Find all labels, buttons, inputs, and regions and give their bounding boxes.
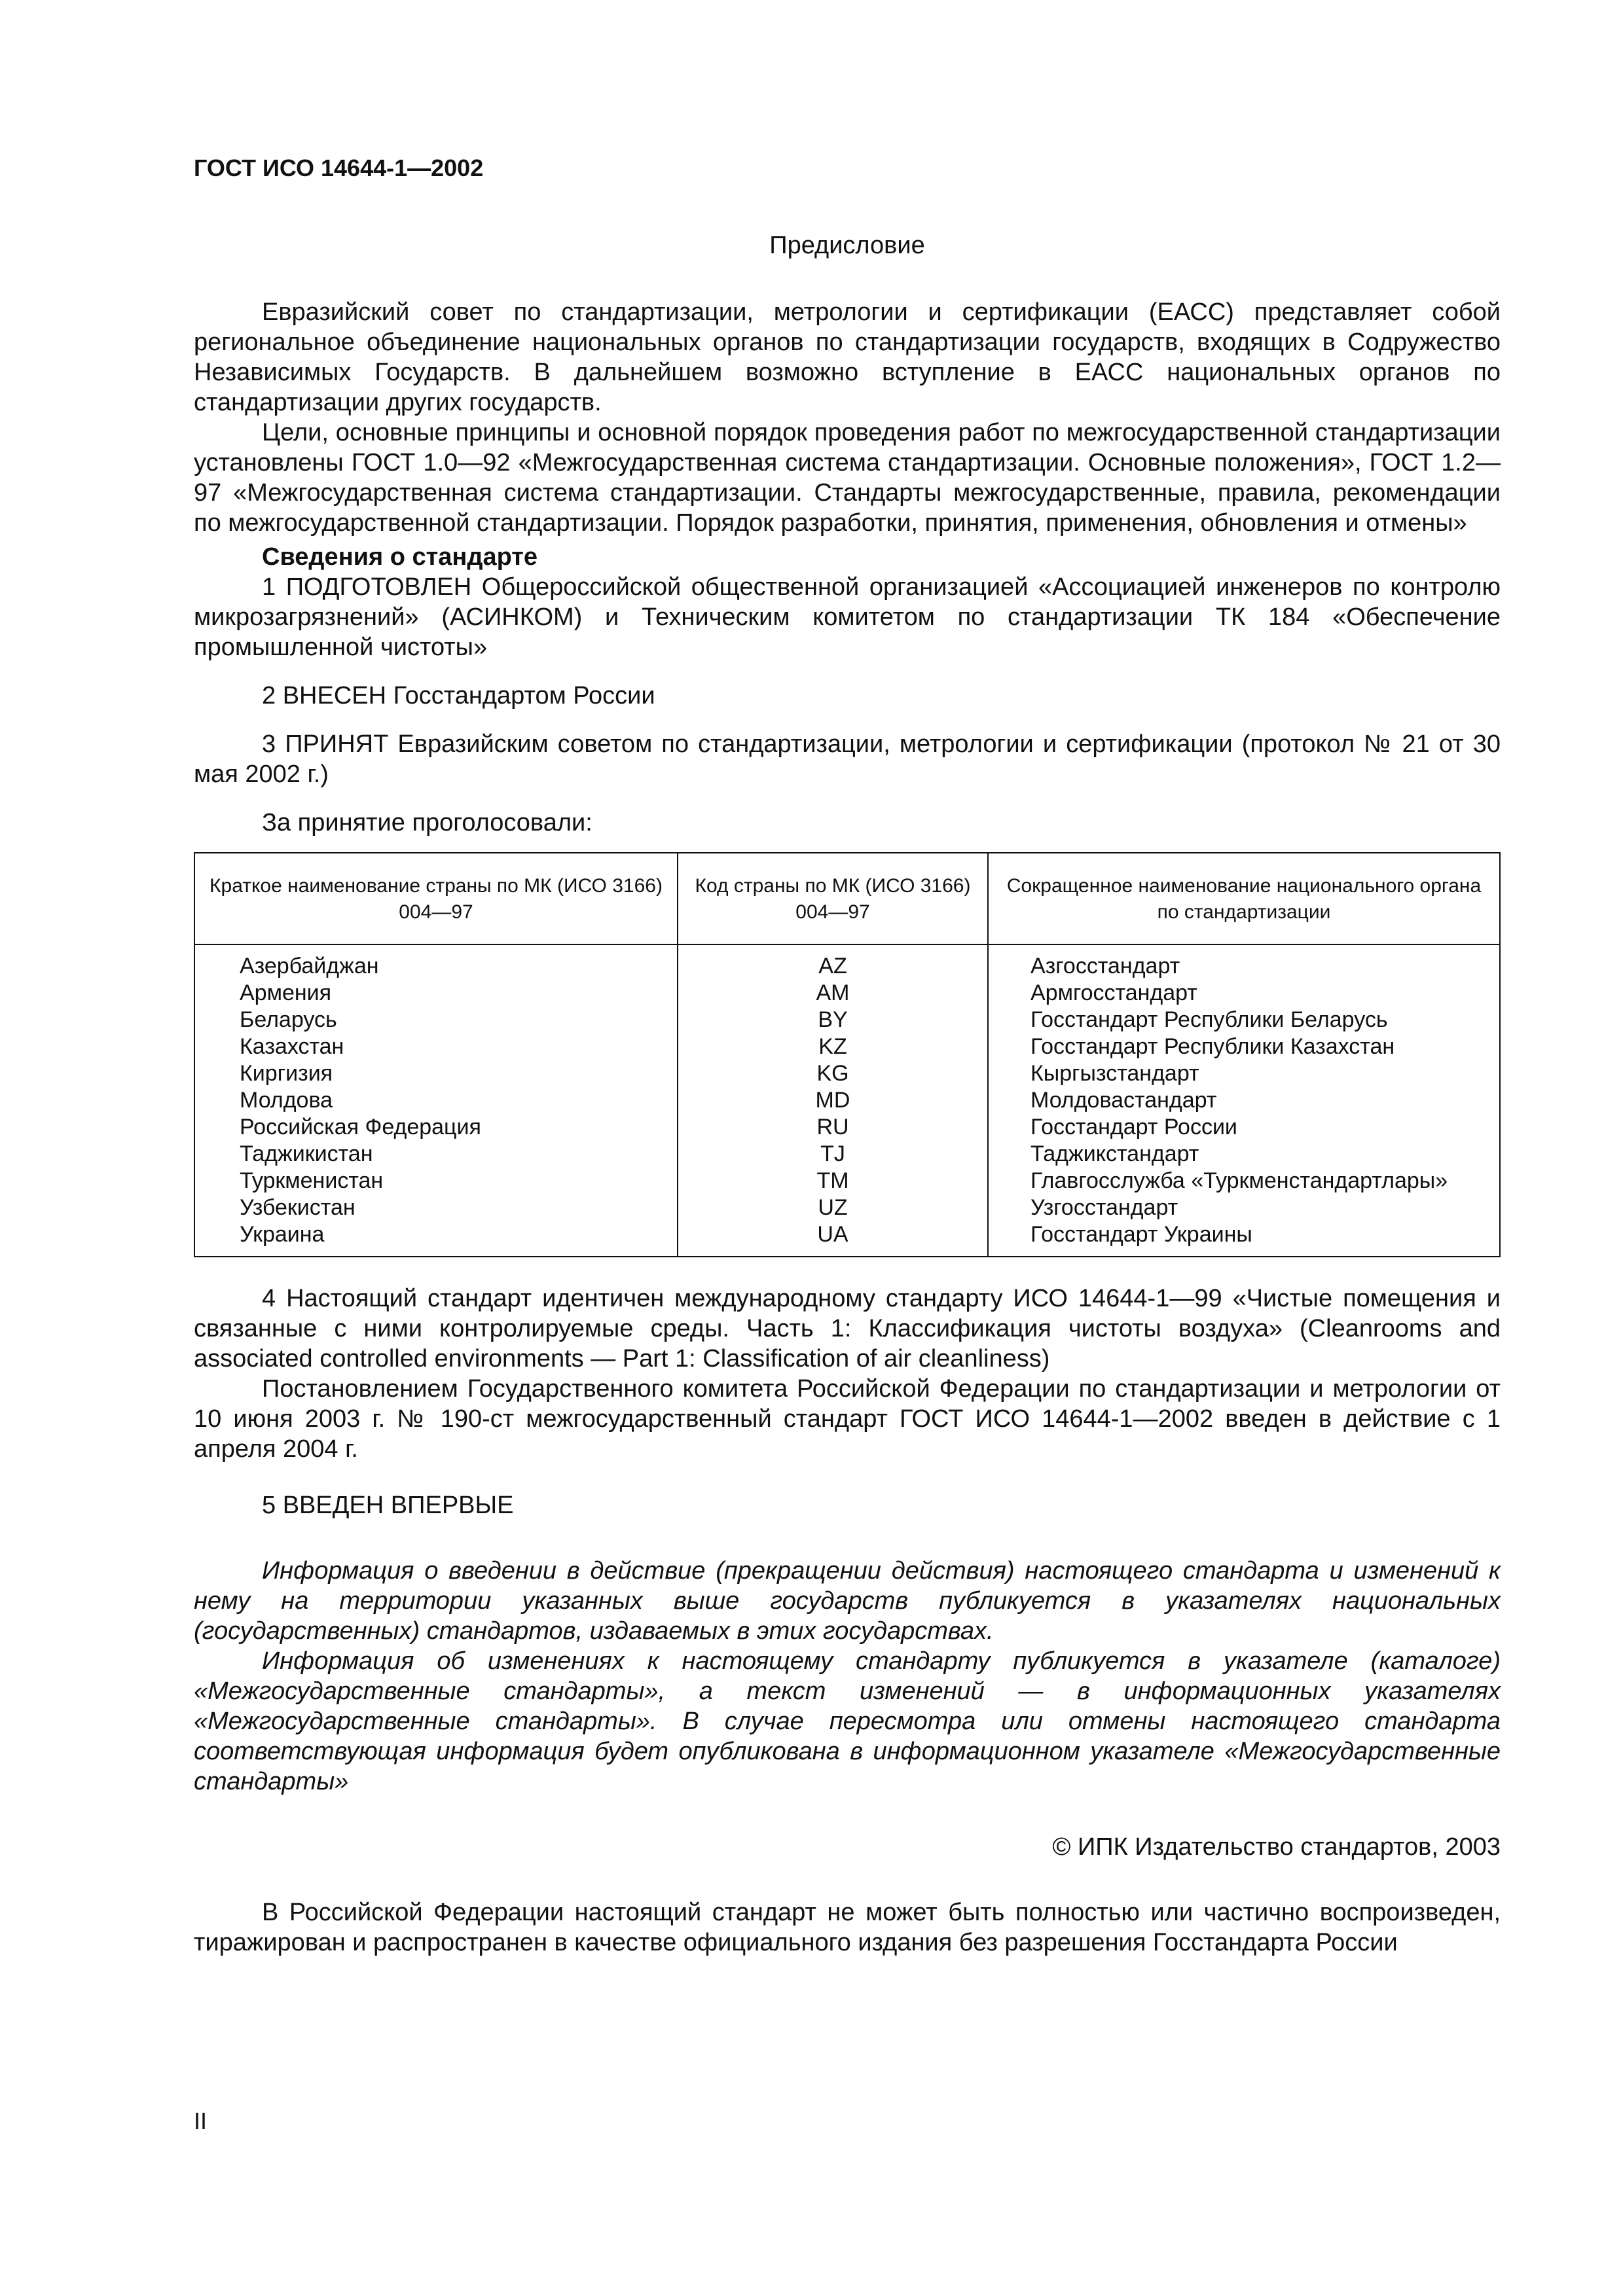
vote-intro: За принятие проголосовали: <box>262 809 593 836</box>
organization-cell: Госстандарт Республики Казахстан <box>988 1033 1500 1060</box>
item-3-adopted: 3 ПРИНЯТ Евразийским советом по стандартизации, метрологии и сертификации (протокол № 21 от 30 мая 2002 г.) <box>194 730 1501 788</box>
table-row <box>194 944 1500 980</box>
country-cell: Молдова <box>240 1088 333 1113</box>
copyright-line: © ИПК Издательство стандартов, 2003 <box>1052 1833 1501 1861</box>
table-row <box>194 1221 1500 1257</box>
item-4-decree: Постановлением Государственного комитета Российской Федерации по стандартизации и метрологии от 10 июня 2003 г. № 190-ст межгосударственный стандарт ГОСТ ИСО 14644-1—2002 введен в действие с 1 апреля 2004 г. <box>194 1375 1501 1463</box>
table-row <box>194 1033 1500 1060</box>
item-4-identity: 4 Настоящий стандарт идентичен международному стандарту ИСО 14644-1—99 «Чистые помещения и связанные с ними контролируемые среды. Часть 1: Классификация чистоты воздуха» (Cleanrooms and associated controlled environments — Part 1: Classification of air cleanliness) <box>194 1285 1501 1372</box>
table-row <box>194 1087 1500 1114</box>
info-paragraph-1: Информация о введении в действие (прекращении действия) настоящего стандарта и изменений к нему на территории указанных выше государств публикуется в указателях национальных (государственных) стандартов, издаваемых в этих государствах. <box>194 1557 1501 1645</box>
code-cell: AM <box>678 980 988 1007</box>
column-header-code: Код страны по МК (ИСО 3166) 004—97 <box>678 853 988 944</box>
country-cell: Беларусь <box>240 1007 337 1032</box>
country-cell: Украина <box>240 1222 325 1247</box>
table-row <box>194 1114 1500 1141</box>
document-page <box>194 0 1501 2296</box>
code-cell: MD <box>678 1087 988 1114</box>
country-cell: Туркменистан <box>240 1168 384 1193</box>
column-header-country: Краткое наименование страны по МК (ИСО 3166) 004—97 <box>194 853 678 944</box>
organization-cell: Кыргызстандарт <box>988 1060 1500 1087</box>
voting-table <box>194 852 1501 1257</box>
organization-cell: Госстандарт России <box>988 1114 1500 1141</box>
intro-paragraph-1: Евразийский совет по стандартизации, метрологии и сертификации (ЕАСС) представляет собой региональное объединение национальных органов по стандартизации государств, входящих в Содружество Независимых Государств. В дальнейшем возможно вступление в ЕАСС национальных органов по стандартизации других государств. <box>194 298 1501 416</box>
country-cell: Армения <box>240 980 332 1005</box>
code-cell: AZ <box>678 944 988 980</box>
intro-paragraph-2: Цели, основные принципы и основной порядок проведения работ по межгосударственной стандартизации установлены ГОСТ 1.0—92 «Межгосударственная система стандартизации. Основные положения», ГОСТ 1.2—97 «Межгосударственная система стандартизации. Стандарты межгосударственные, правила, рекомендации по межгосударственной стандартизации. Порядок разработки, принятия, применения, обновления и отмены» <box>194 419 1501 537</box>
table-row <box>194 1060 1500 1087</box>
table-row <box>194 980 1500 1007</box>
organization-cell: Главгосслужба «Туркменстандартлары» <box>988 1168 1500 1194</box>
table-row <box>194 1168 1500 1194</box>
code-cell: RU <box>678 1114 988 1141</box>
item-2-submitted: 2 ВНЕСЕН Госстандартом России <box>262 682 655 709</box>
organization-cell: Госстандарт Республики Беларусь <box>988 1007 1500 1033</box>
country-cell: Узбекистан <box>240 1195 356 1220</box>
country-cell: Таджикистан <box>240 1141 373 1166</box>
code-cell: UA <box>678 1221 988 1257</box>
country-cell: Российская Федерация <box>240 1115 481 1139</box>
table-header-row <box>194 853 1500 944</box>
code-cell: UZ <box>678 1194 988 1221</box>
item-5-first-introduced: 5 ВВЕДЕН ВПЕРВЫЕ <box>262 1492 514 1519</box>
page-title: Предисловие <box>769 232 925 259</box>
table-row <box>194 1141 1500 1168</box>
table-row <box>194 1007 1500 1033</box>
organization-cell: Армгосстандарт <box>988 980 1500 1007</box>
organization-cell: Госстандарт Украины <box>988 1221 1500 1257</box>
country-cell: Азербайджан <box>240 954 379 978</box>
code-cell: TM <box>678 1168 988 1194</box>
country-cell: Казахстан <box>240 1034 344 1059</box>
code-cell: BY <box>678 1007 988 1033</box>
restriction-notice: В Российской Федерации настоящий стандарт не может быть полностью или частично воспроизведен, тиражирован и распространен в качестве официального издания без разрешения Госстандарта России <box>194 1899 1501 1956</box>
item-1-prepared: 1 ПОДГОТОВЛЕН Общероссийской общественной организацией «Ассоциацией инженеров по контролю микрозагрязнений» (АСИНКОМ) и Техническим комитетом по стандартизации ТК 184 «Обеспечение промышленной чистоты» <box>194 573 1501 661</box>
content-flow <box>194 297 1501 1958</box>
standard-info-heading: Сведения о стандарте <box>262 543 538 571</box>
organization-cell: Азгосстандарт <box>988 944 1500 980</box>
column-header-organization: Сокращенное наименование национального органа по стандартизации <box>988 853 1500 944</box>
page-number: II <box>194 2108 208 2134</box>
info-paragraph-2: Информация об изменениях к настоящему стандарту публикуется в указателе (каталоге) «Межгосударственные стандарты», а текст изменений — в информационных указателях «Межгосударственные стандарты». В случае пересмотра или отмены настоящего стандарта соответствующая информация будет опубликована в информационном указателе «Межгосударственные стандарты» <box>194 1647 1501 1795</box>
code-cell: KG <box>678 1060 988 1087</box>
document-header: ГОСТ ИСО 14644-1—2002 <box>194 154 484 181</box>
code-cell: TJ <box>678 1141 988 1168</box>
organization-cell: Таджикстандарт <box>988 1141 1500 1168</box>
organization-cell: Узгосстандарт <box>988 1194 1500 1221</box>
table-row <box>194 1194 1500 1221</box>
country-cell: Киргизия <box>240 1061 333 1086</box>
organization-cell: Молдовастандарт <box>988 1087 1500 1114</box>
code-cell: KZ <box>678 1033 988 1060</box>
